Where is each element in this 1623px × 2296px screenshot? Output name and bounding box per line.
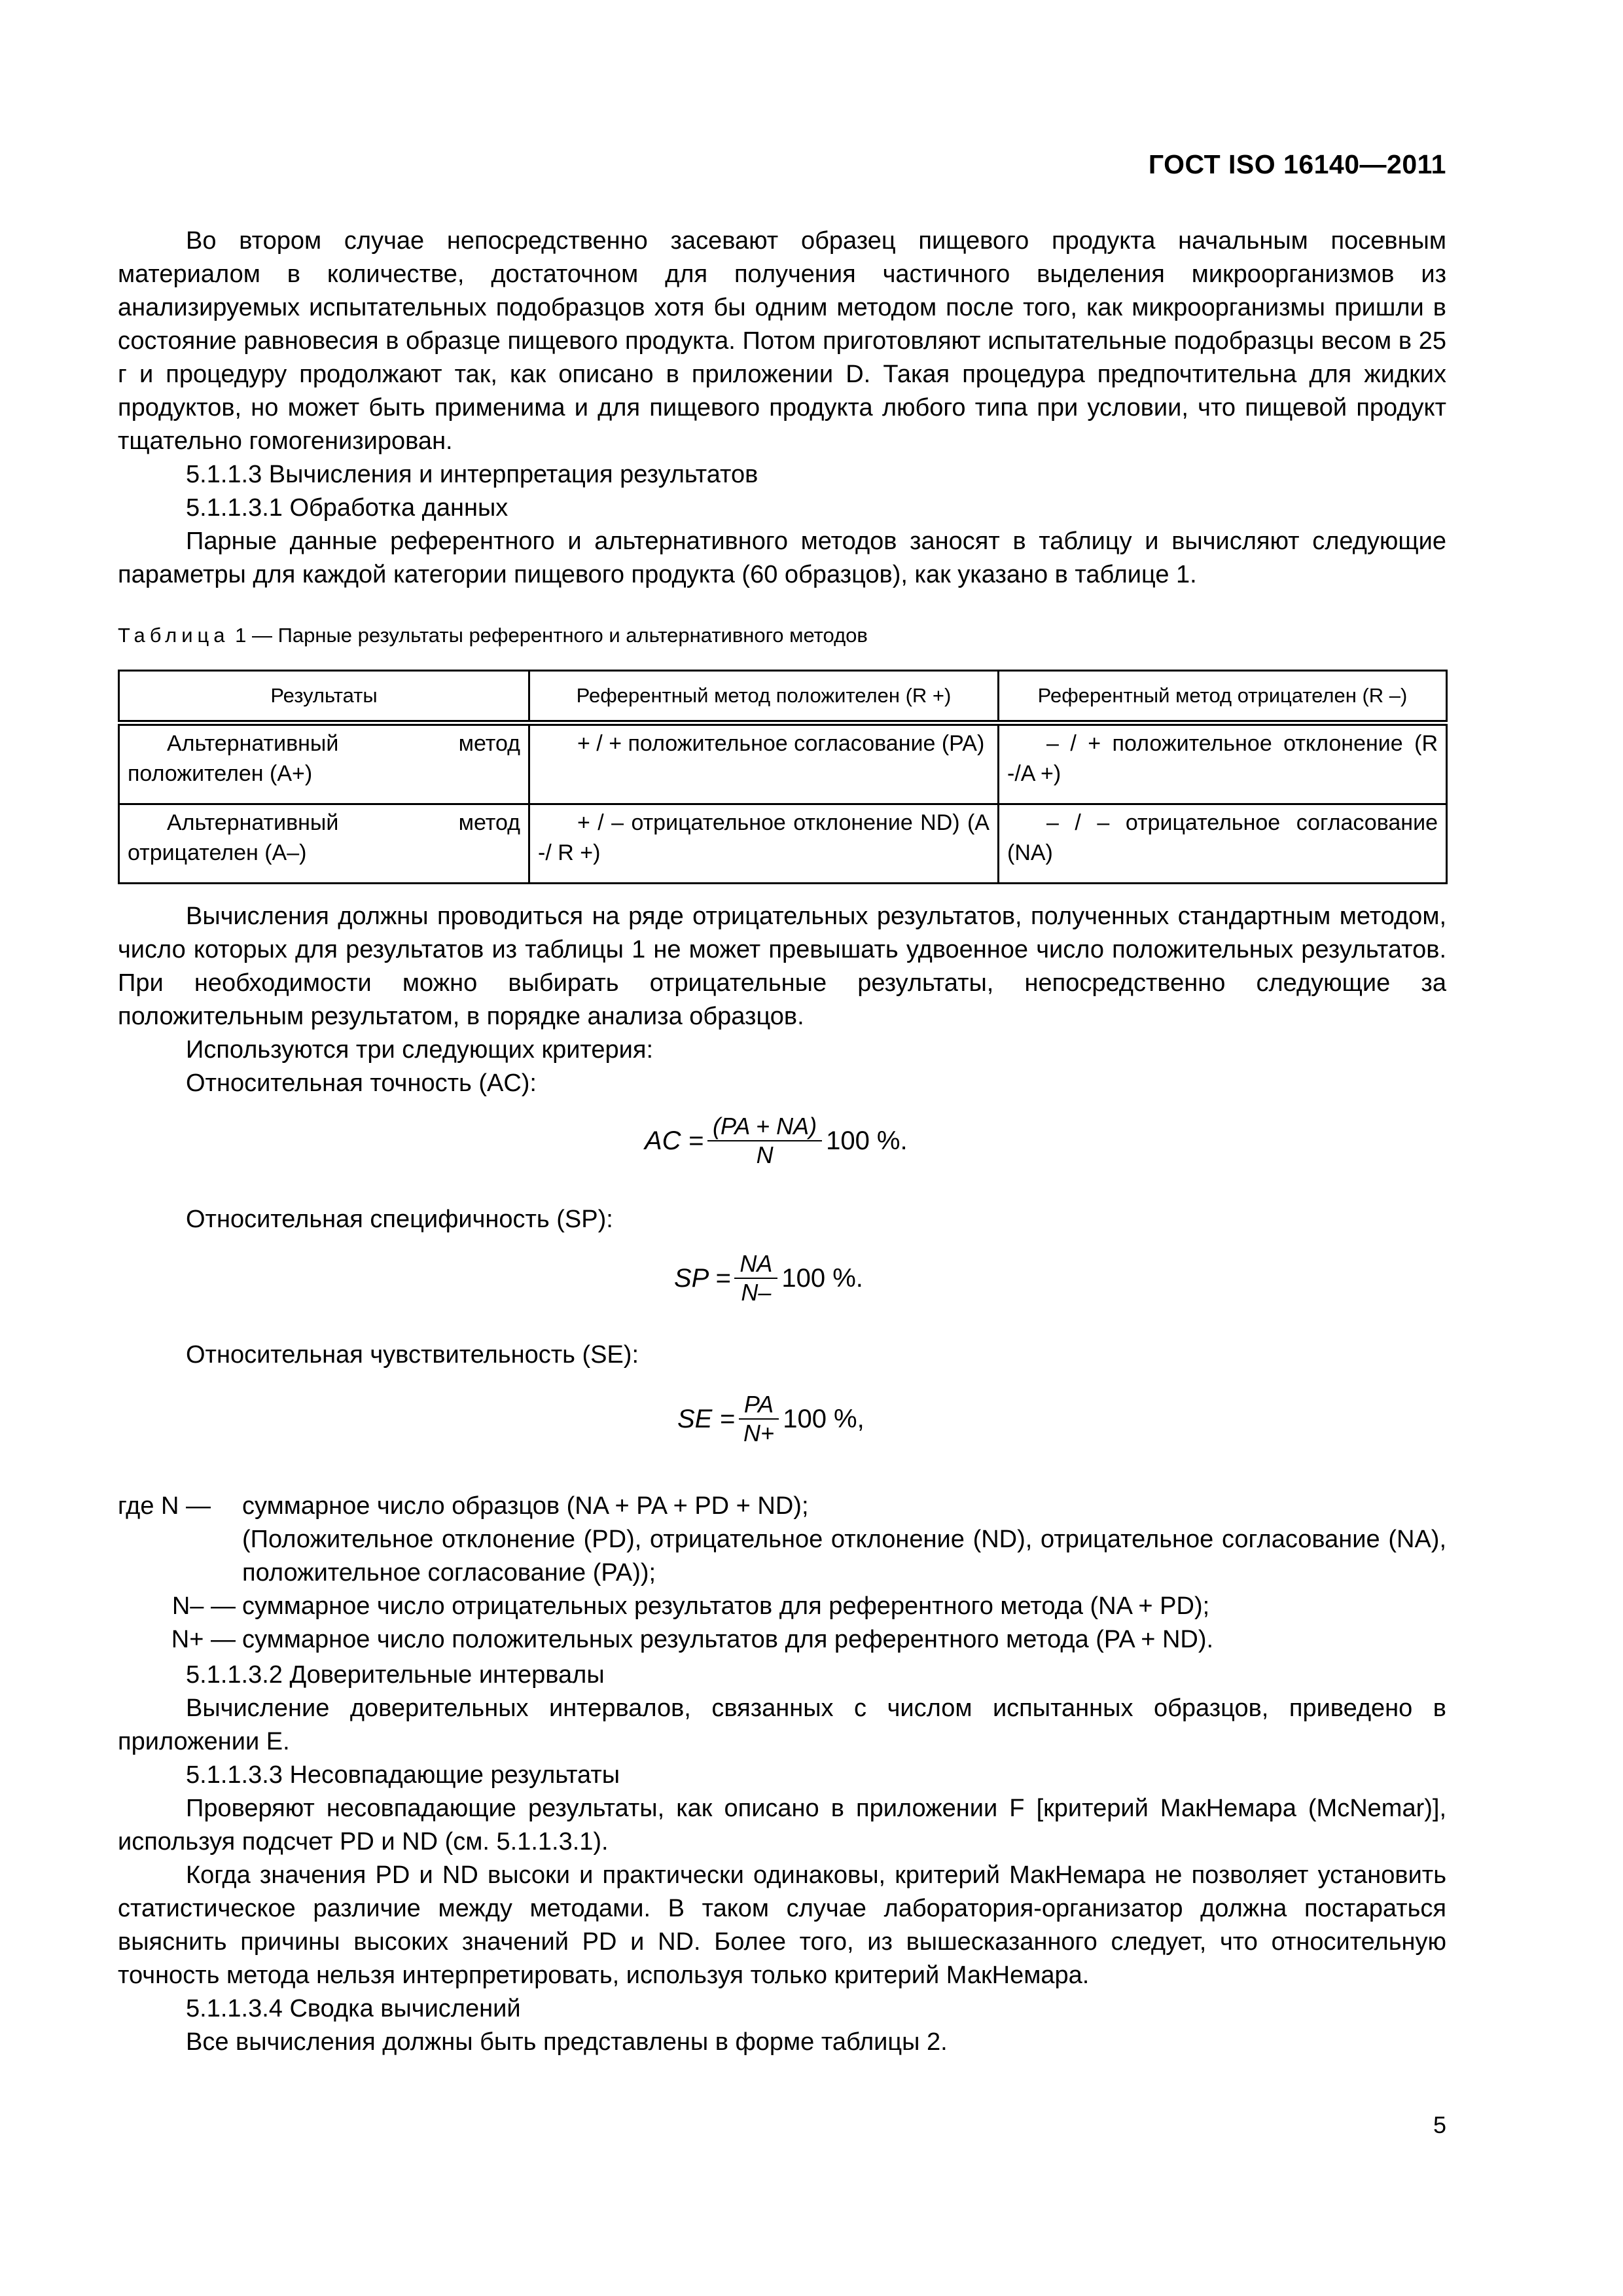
- table-caption-text: 1 — Парные результаты референтного и альтернативного методов: [229, 624, 868, 647]
- formula-lhs: SE =: [677, 1404, 735, 1433]
- table-header-row: [119, 671, 1447, 723]
- table-caption-label: Таблица: [118, 624, 230, 647]
- numerator: PA: [739, 1391, 779, 1420]
- definition-row: [0, 1490, 1446, 1523]
- definition-symbol: N+ —: [171, 1626, 236, 1653]
- section-heading-51134: 5.1.1.3.4 Сводка вычислений: [186, 1995, 521, 2022]
- se-label-block: [118, 1338, 1446, 1372]
- table-cell: + / – отрицательное отклонение ND) (A -/ R +): [529, 804, 999, 884]
- formula-lhs: AC =: [645, 1126, 704, 1155]
- table-cell: Альтернативный метод положителен (A+): [119, 723, 529, 804]
- section-heading-51132: 5.1.1.3.2 Доверительные интервалы: [186, 1661, 605, 1689]
- paired-results-table: [118, 670, 1448, 884]
- table-cell: – / – отрицательное согласование (NA): [999, 804, 1447, 884]
- definition-text: суммарное число положительных результатов для референтного метода (PA + ND).: [242, 1626, 1214, 1653]
- formula-lhs: SP =: [674, 1263, 731, 1293]
- definitions-list: [118, 1490, 1446, 1657]
- se-label: Относительная чувствительность (SE):: [186, 1341, 639, 1369]
- section-heading-51133: 5.1.1.3.3 Несовпадающие результаты: [186, 1761, 620, 1789]
- section-heading-5113: 5.1.1.3 Вычисления и интерпретация результатов: [186, 461, 758, 488]
- table-cell: Альтернативный метод отрицателен (A–): [119, 804, 529, 884]
- page-number: 5: [1433, 2111, 1446, 2138]
- table-header-cell: Референтный метод отрицателен (R –): [999, 671, 1447, 723]
- sp-formula: [674, 1250, 863, 1306]
- denominator: N: [756, 1141, 774, 1168]
- section-heading-51131: 5.1.1.3.1 Обработка данных: [186, 494, 508, 522]
- definition-row: [118, 1523, 1446, 1590]
- formula-rhs: 100 %,: [783, 1404, 865, 1433]
- criteria-intro: Используются три следующих критерия:: [186, 1036, 654, 1064]
- definition-symbol: [118, 1523, 242, 1590]
- section-51134-text: Все вычисления должны быть представлены в форме таблицы 2.: [186, 2028, 948, 2056]
- definition-symbol: где N —: [118, 1492, 211, 1520]
- fraction: [739, 1391, 779, 1447]
- definition-text: суммарное число образцов (NA + PA + PD + ND);: [242, 1492, 809, 1520]
- definition-text: (Положительное отклонение (PD), отрицательное отклонение (ND), отрицательное согласование (NA), положительное согласование (PA));: [242, 1526, 1446, 1587]
- body-bottom: [118, 1659, 1446, 2059]
- table-row: [119, 723, 1447, 804]
- section-51133-text1: Проверяют несовпадающие результаты, как описано в приложении F [критерий МакНемара (McNemar)], используя подсчет PD и ND (см. 5.1.1.3.1).: [118, 1795, 1446, 1856]
- section-51131-text: Парные данные референтного и альтернативного методов заносят в таблицу и вычисляют следующие параметры для каждой категории пищевого продукта (60 образцов), как указано в таблице 1.: [118, 528, 1446, 588]
- table-row: [119, 804, 1447, 884]
- fraction: [734, 1250, 777, 1306]
- definition-text: суммарное число отрицательных результатов для референтного метода (NA + PD);: [242, 1592, 1210, 1620]
- after-table-paragraph: Вычисления должны проводиться на ряде отрицательных результатов, полученных стандартным методом, число которых для результатов из таблицы 1 не может превышать удвоенное число положительных результатов. При необходимости можно выбирать отрицательные результаты, непосредственно следующие за положительным результатом, в порядке анализа образцов.: [118, 903, 1446, 1030]
- table-caption: [118, 624, 868, 647]
- table-header-cell: Референтный метод положителен (R +): [529, 671, 999, 723]
- body-top: [118, 224, 1446, 592]
- denominator: N–: [741, 1279, 772, 1306]
- section-51132-text: Вычисление доверительных интервалов, связанных с числом испытанных образцов, приведено в приложении E.: [118, 1695, 1446, 1755]
- ac-label: Относительная точность (AC):: [186, 1069, 537, 1097]
- document-code-header: ГОСТ ISO 16140—2011: [1148, 149, 1446, 179]
- body-middle: [118, 900, 1446, 1100]
- section-51133-text2: Когда значения PD и ND высоки и практически одинаковы, критерий МакНемара не позволяет установить статистическое различие между методами. В таком случае лаборатория-организатор должна постараться выяснить причины высоких значений PD и ND. Более того, из вышесказанного следует, что относительную точность метода нельзя интерпретировать, используя только критерий МакНемара.: [118, 1861, 1446, 1989]
- definition-row: [118, 1590, 1446, 1623]
- definition-symbol: N– —: [171, 1592, 236, 1620]
- sp-label: Относительная специфичность (SP):: [186, 1206, 613, 1233]
- formula-rhs: 100 %.: [781, 1263, 863, 1293]
- denominator: N+: [743, 1420, 775, 1446]
- se-formula: [677, 1391, 865, 1447]
- table-header-cell: Результаты: [119, 671, 529, 723]
- formula-rhs: 100 %.: [826, 1126, 908, 1155]
- sp-label-block: [118, 1203, 1446, 1236]
- numerator: (PA + NA): [707, 1113, 822, 1141]
- ac-formula: [645, 1113, 908, 1169]
- table-cell: + / + положительное согласование (PA): [529, 723, 999, 804]
- definition-row: [118, 1623, 1446, 1657]
- numerator: NA: [734, 1250, 777, 1279]
- fraction: [707, 1113, 822, 1169]
- table-cell: – / + положительное отклонение (R -/A +): [999, 723, 1447, 804]
- intro-paragraph: Во втором случае непосредственно засевают образец пищевого продукта начальным посевным материалом в количестве, достаточном для получения частичного выделения микроорганизмов из анализируемых испытательных подобразцов хотя бы одним методом после того, как микроорганизмы пришли в состояние равновесия в образце пищевого продукта. Потом приготовляют испытательные подобразцы весом в 25 г и процедуру продолжают так, как описано в приложении D. Такая процедура предпочтительна для жидких продуктов, но может быть применима и для пищевого продукта любого типа при условии, что пищевой продукт тщательно гомогенизирован.: [118, 227, 1446, 455]
